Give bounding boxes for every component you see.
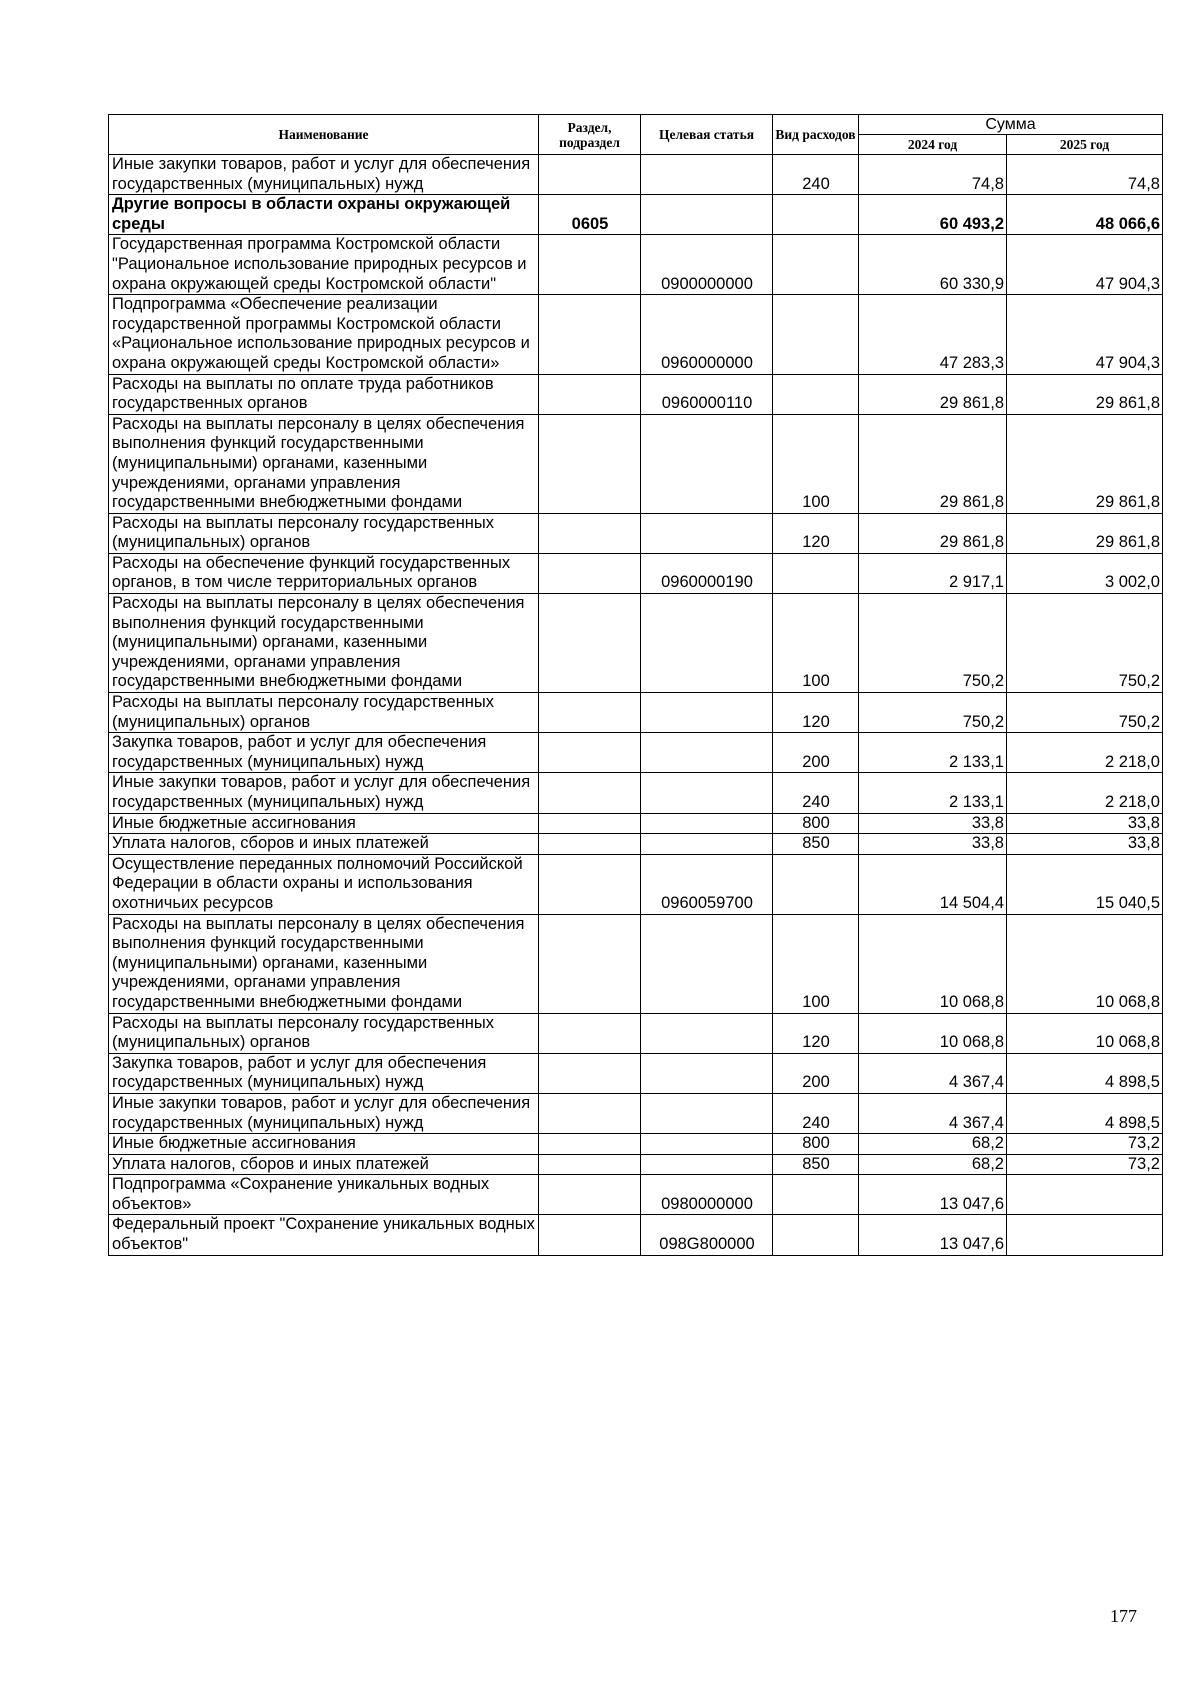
header-target: Целевая статья	[641, 115, 773, 155]
table-row	[109, 854, 1163, 914]
cell-target	[641, 1134, 773, 1155]
table-row	[109, 374, 1163, 414]
cell-target	[641, 773, 773, 813]
cell-sum-2025: 10 068,8	[1007, 914, 1163, 1013]
cell-section	[539, 414, 641, 513]
table-row	[109, 594, 1163, 693]
cell-kind	[773, 1215, 859, 1255]
cell-section	[539, 1215, 641, 1255]
table-row	[109, 513, 1163, 553]
cell-target	[641, 414, 773, 513]
table-row	[109, 733, 1163, 773]
cell-target: 0960000190	[641, 553, 773, 593]
table-row	[109, 235, 1163, 295]
cell-sum-2025: 29 861,8	[1007, 374, 1163, 414]
header-section: Раздел, подраздел	[539, 115, 641, 155]
cell-sum-2024: 68,2	[859, 1134, 1007, 1155]
cell-sum-2024: 13 047,6	[859, 1215, 1007, 1255]
cell-sum-2025: 3 002,0	[1007, 553, 1163, 593]
cell-target: 0980000000	[641, 1175, 773, 1215]
cell-section	[539, 513, 641, 553]
cell-kind: 100	[773, 914, 859, 1013]
table-row	[109, 553, 1163, 593]
cell-name: Федеральный проект "Сохранение уникальных водных объектов"	[109, 1215, 539, 1255]
header-year-2025: 2025 год	[1007, 135, 1163, 155]
table-row	[109, 693, 1163, 733]
cell-kind: 200	[773, 1053, 859, 1093]
table-row	[109, 914, 1163, 1013]
cell-sum-2024: 2 133,1	[859, 733, 1007, 773]
table-body	[109, 155, 1163, 1256]
cell-name: Расходы на выплаты по оплате труда работников государственных органов	[109, 374, 539, 414]
cell-name: Подпрограмма «Обеспечение реализации государственной программы Костромской области «Рациональное использование природных ресурсов и охрана окружающей среды Костромской области»	[109, 295, 539, 374]
cell-sum-2024: 29 861,8	[859, 374, 1007, 414]
cell-kind: 100	[773, 594, 859, 693]
cell-name: Иные бюджетные ассигнования	[109, 813, 539, 834]
cell-section	[539, 1134, 641, 1155]
cell-target	[641, 834, 773, 855]
cell-sum-2025: 2 218,0	[1007, 733, 1163, 773]
cell-sum-2024: 10 068,8	[859, 1013, 1007, 1053]
table-row	[109, 414, 1163, 513]
cell-kind: 240	[773, 1093, 859, 1133]
cell-target: 0960000110	[641, 374, 773, 414]
cell-name: Осуществление переданных полномочий Российской Федерации в области охраны и использования охотничьих ресурсов	[109, 854, 539, 914]
cell-section	[539, 834, 641, 855]
cell-sum-2025: 74,8	[1007, 155, 1163, 195]
cell-kind: 800	[773, 813, 859, 834]
cell-name: Уплата налогов, сборов и иных платежей	[109, 834, 539, 855]
cell-section	[539, 813, 641, 834]
cell-sum-2025: 750,2	[1007, 594, 1163, 693]
cell-name: Расходы на обеспечение функций государственных органов, в том числе территориальных органов	[109, 553, 539, 593]
cell-sum-2025: 4 898,5	[1007, 1053, 1163, 1093]
cell-kind: 200	[773, 733, 859, 773]
cell-section	[539, 553, 641, 593]
cell-sum-2025: 47 904,3	[1007, 295, 1163, 374]
table-row	[109, 1013, 1163, 1053]
cell-name: Иные закупки товаров, работ и услуг для обеспечения государственных (муниципальных) нужд	[109, 155, 539, 195]
cell-sum-2025	[1007, 1215, 1163, 1255]
cell-sum-2024: 60 493,2	[859, 195, 1007, 235]
cell-sum-2025: 15 040,5	[1007, 854, 1163, 914]
cell-sum-2025: 10 068,8	[1007, 1013, 1163, 1053]
cell-sum-2025: 48 066,6	[1007, 195, 1163, 235]
cell-sum-2024: 13 047,6	[859, 1175, 1007, 1215]
cell-name: Расходы на выплаты персоналу государственных (муниципальных) органов	[109, 1013, 539, 1053]
cell-kind: 800	[773, 1134, 859, 1155]
cell-kind	[773, 195, 859, 235]
cell-target	[641, 693, 773, 733]
header-kind: Вид расходов	[773, 115, 859, 155]
cell-sum-2024: 29 861,8	[859, 414, 1007, 513]
cell-sum-2024: 750,2	[859, 693, 1007, 733]
cell-name: Закупка товаров, работ и услуг для обеспечения государственных (муниципальных) нужд	[109, 733, 539, 773]
cell-sum-2025: 2 218,0	[1007, 773, 1163, 813]
cell-name: Государственная программа Костромской области "Рациональное использование природных ресурсов и охрана окружающей среды Костромской области"	[109, 235, 539, 295]
cell-kind: 100	[773, 414, 859, 513]
cell-name: Подпрограмма «Сохранение уникальных водных объектов»	[109, 1175, 539, 1215]
cell-name: Расходы на выплаты персоналу в целях обеспечения выполнения функций государственными (муниципальными) органами, казенными учреждениями, органами управления государственными внебюджетными фондами	[109, 914, 539, 1013]
cell-name: Иные закупки товаров, работ и услуг для обеспечения государственных (муниципальных) нужд	[109, 1093, 539, 1133]
cell-sum-2025: 73,2	[1007, 1134, 1163, 1155]
cell-sum-2025	[1007, 1175, 1163, 1215]
cell-sum-2024: 750,2	[859, 594, 1007, 693]
cell-kind	[773, 235, 859, 295]
cell-sum-2025: 29 861,8	[1007, 414, 1163, 513]
table-row	[109, 813, 1163, 834]
header-sum: Сумма	[859, 115, 1163, 135]
cell-section	[539, 374, 641, 414]
cell-kind	[773, 295, 859, 374]
cell-target	[641, 513, 773, 553]
cell-sum-2024: 47 283,3	[859, 295, 1007, 374]
cell-target: 0960059700	[641, 854, 773, 914]
table-row	[109, 295, 1163, 374]
cell-target: 0960000000	[641, 295, 773, 374]
cell-sum-2024: 14 504,4	[859, 854, 1007, 914]
cell-section	[539, 733, 641, 773]
cell-kind: 120	[773, 513, 859, 553]
cell-target	[641, 1053, 773, 1093]
cell-kind	[773, 1175, 859, 1215]
cell-name: Закупка товаров, работ и услуг для обеспечения государственных (муниципальных) нужд	[109, 1053, 539, 1093]
cell-section	[539, 914, 641, 1013]
cell-target: 098G800000	[641, 1215, 773, 1255]
cell-sum-2024: 4 367,4	[859, 1053, 1007, 1093]
cell-section	[539, 235, 641, 295]
cell-target	[641, 914, 773, 1013]
table-row	[109, 1215, 1163, 1255]
cell-name: Расходы на выплаты персоналу в целях обеспечения выполнения функций государственными (муниципальными) органами, казенными учреждениями, органами управления государственными внебюджетными фондами	[109, 414, 539, 513]
cell-section	[539, 1175, 641, 1215]
cell-section	[539, 1093, 641, 1133]
cell-sum-2024: 4 367,4	[859, 1093, 1007, 1133]
cell-sum-2025: 47 904,3	[1007, 235, 1163, 295]
cell-name: Иные бюджетные ассигнования	[109, 1134, 539, 1155]
table-row	[109, 1154, 1163, 1175]
cell-kind: 850	[773, 834, 859, 855]
cell-name: Другие вопросы в области охраны окружающей среды	[109, 195, 539, 235]
cell-sum-2025: 73,2	[1007, 1154, 1163, 1175]
cell-name: Уплата налогов, сборов и иных платежей	[109, 1154, 539, 1175]
cell-target	[641, 1154, 773, 1175]
cell-name: Иные закупки товаров, работ и услуг для обеспечения государственных (муниципальных) нужд	[109, 773, 539, 813]
cell-target: 0900000000	[641, 235, 773, 295]
table-row	[109, 155, 1163, 195]
cell-section	[539, 773, 641, 813]
cell-kind: 120	[773, 1013, 859, 1053]
budget-table	[108, 114, 1163, 1256]
header-year-2024: 2024 год	[859, 135, 1007, 155]
cell-name: Расходы на выплаты персоналу государственных (муниципальных) органов	[109, 513, 539, 553]
table-header	[109, 115, 1163, 155]
table-row	[109, 1175, 1163, 1215]
cell-section	[539, 1154, 641, 1175]
cell-kind: 240	[773, 773, 859, 813]
cell-section	[539, 594, 641, 693]
table-row	[109, 1093, 1163, 1133]
cell-section	[539, 693, 641, 733]
cell-sum-2024: 33,8	[859, 834, 1007, 855]
cell-sum-2025: 29 861,8	[1007, 513, 1163, 553]
cell-sum-2024: 2 133,1	[859, 773, 1007, 813]
cell-target	[641, 155, 773, 195]
cell-sum-2024: 33,8	[859, 813, 1007, 834]
cell-target	[641, 1093, 773, 1133]
table-row	[109, 1134, 1163, 1155]
cell-section	[539, 1053, 641, 1093]
page-number: 177	[1110, 1606, 1137, 1626]
cell-target	[641, 733, 773, 773]
cell-target	[641, 195, 773, 235]
cell-sum-2024: 60 330,9	[859, 235, 1007, 295]
cell-target	[641, 813, 773, 834]
cell-name: Расходы на выплаты персоналу в целях обеспечения выполнения функций государственными (муниципальными) органами, казенными учреждениями, органами управления государственными внебюджетными фондами	[109, 594, 539, 693]
cell-kind	[773, 553, 859, 593]
cell-sum-2025: 750,2	[1007, 693, 1163, 733]
cell-kind: 850	[773, 1154, 859, 1175]
cell-sum-2024: 2 917,1	[859, 553, 1007, 593]
table-row	[109, 773, 1163, 813]
cell-section	[539, 295, 641, 374]
table-row	[109, 834, 1163, 855]
table-row	[109, 1053, 1163, 1093]
cell-sum-2025: 4 898,5	[1007, 1093, 1163, 1133]
cell-section	[539, 1013, 641, 1053]
cell-sum-2025: 33,8	[1007, 834, 1163, 855]
cell-sum-2025: 33,8	[1007, 813, 1163, 834]
cell-kind: 240	[773, 155, 859, 195]
cell-name: Расходы на выплаты персоналу государственных (муниципальных) органов	[109, 693, 539, 733]
cell-section	[539, 155, 641, 195]
table-row	[109, 195, 1163, 235]
cell-sum-2024: 29 861,8	[859, 513, 1007, 553]
cell-sum-2024: 74,8	[859, 155, 1007, 195]
cell-sum-2024: 68,2	[859, 1154, 1007, 1175]
header-name: Наименование	[109, 115, 539, 155]
cell-kind	[773, 374, 859, 414]
cell-sum-2024: 10 068,8	[859, 914, 1007, 1013]
cell-section: 0605	[539, 195, 641, 235]
cell-kind: 120	[773, 693, 859, 733]
cell-target	[641, 594, 773, 693]
cell-kind	[773, 854, 859, 914]
cell-target	[641, 1013, 773, 1053]
cell-section	[539, 854, 641, 914]
